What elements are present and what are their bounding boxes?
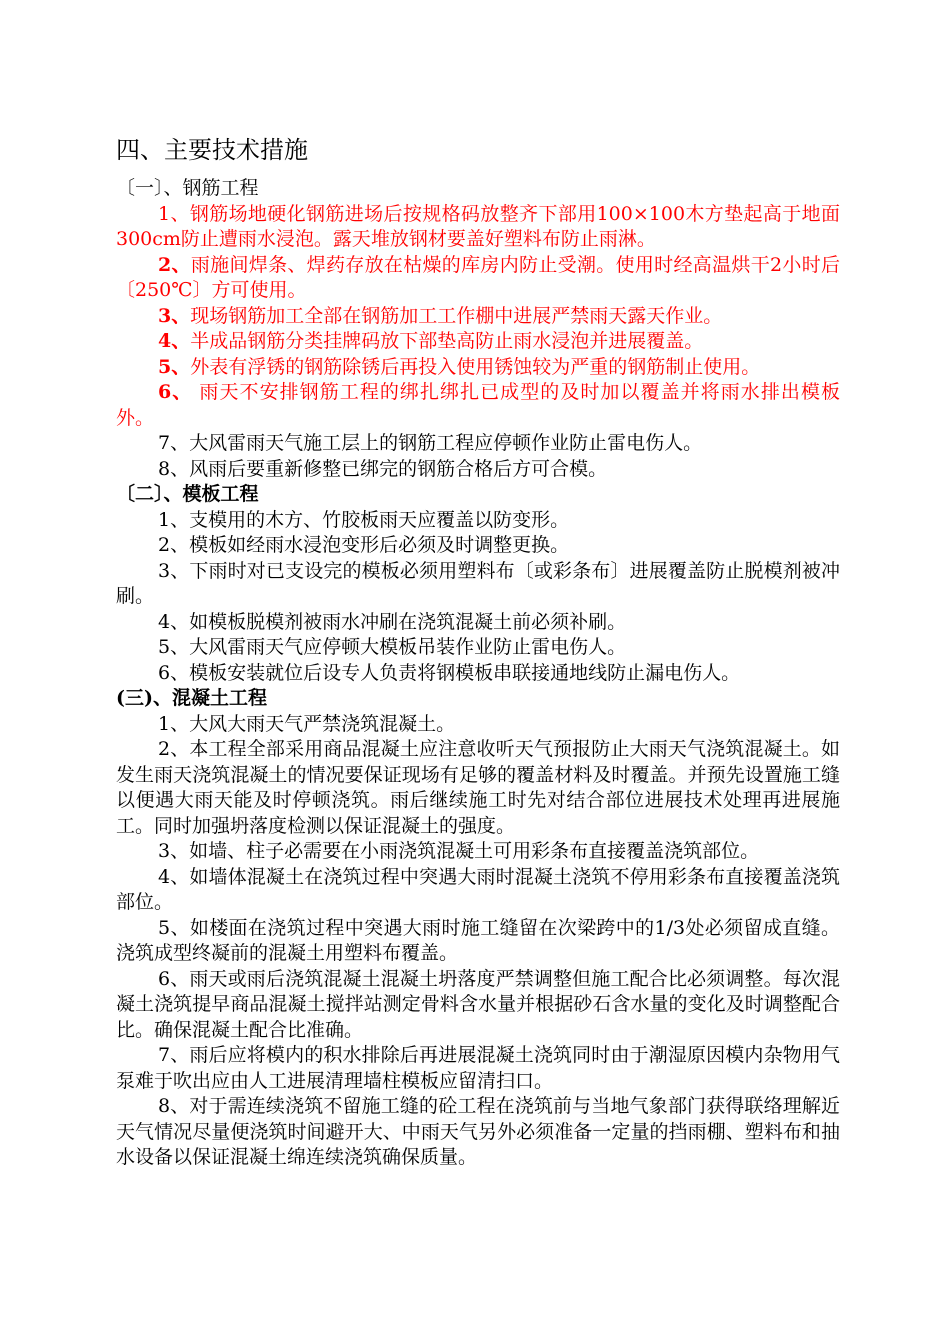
item-text: 大风大雨天气严禁浇筑混凝土。 (189, 712, 456, 735)
item-number: 4、 (158, 865, 190, 888)
item-text: 雨天或雨后浇筑混凝土混凝土坍落度严禁调整但施工配合比必须调整。每次混凝土浇筑提早商品混凝土搅拌站测定骨料含水量并根据砂石含水量的变化及时调整配合比。确保混凝土配合比准确。 (116, 967, 840, 1041)
item-text: 支模用的木方、竹胶板雨天应覆盖以防变形。 (189, 508, 570, 531)
item-number: 4、 (158, 330, 191, 352)
item-text: 本工程全部采用商品混凝土应注意收听天气预报防止大雨天气浇筑混凝土。如发生雨天浇筑混凝土的情况要保证现场有足够的覆盖材料及时覆盖。并预先设置施工缝以便遇大雨天能及时停顿浇筑。雨后继续施工时先对结合部位进展技术处理再进展施工。同时加强坍落度检测以保证混凝土的强度。 (116, 738, 840, 837)
item-text: 模板如经雨水浸泡变形后必须及时调整更换。 (189, 534, 570, 556)
concrete-item-1 (116, 712, 840, 738)
item-text: 如墙、柱子必需要在小雨浇筑混凝土可用彩条布直接覆盖浇筑部位。 (189, 840, 760, 862)
document-page (116, 132, 840, 1171)
item-number: 1、 (158, 202, 190, 225)
rebar-item-4 (116, 329, 840, 355)
section-heading-rebar: 〔一〕、钢筋工程 (116, 177, 259, 199)
item-text: 雨天不安排钢筋工程的绑扎绑扎已成型的及时加以覆盖并将雨水排出模板外。 (116, 381, 840, 429)
formwork-item-4 (116, 610, 840, 636)
item-number: 6、 (158, 381, 193, 403)
item-number: 2、 (158, 253, 191, 276)
item-text: 如楼面在浇筑过程中突遇大雨时施工缝留在次梁跨中的1/3处必须留成直缝。浇筑成型终凝前的混凝土用塑料布覆盖。 (116, 916, 840, 964)
item-text: 大风雷雨天气施工层上的钢筋工程应停顿作业防止雷电伤人。 (189, 432, 703, 454)
item-text: 雨后应将模内的积水排除后再进展混凝土浇筑同时由于潮湿原因模内杂物用气泵难于吹出应由人工进展清理墙柱模板应留清扫口。 (116, 1044, 840, 1092)
rebar-item-6 (116, 380, 840, 431)
section-heading-formwork: 〔二〕、模板工程 (116, 483, 259, 505)
rebar-item-5 (116, 355, 840, 381)
item-text: 如墙体混凝土在浇筑过程中突遇大雨时混凝土浇筑不停用彩条布直接覆盖浇筑部位。 (116, 865, 840, 913)
concrete-item-8 (116, 1094, 840, 1171)
item-text: 钢筋场地硬化钢筋进场后按规格码放整齐下部用100×100木方垫起高于地面300cm防止遭雨水浸泡。露天堆放钢材要盖好塑料布防止雨淋。 (116, 202, 840, 250)
item-number: 3、 (158, 559, 190, 582)
item-text: 现场钢筋加工全部在钢筋加工工作棚中进展严禁雨天露天作业。 (190, 304, 723, 327)
item-number: 3、 (158, 304, 191, 327)
item-number: 1、 (158, 508, 190, 531)
item-number: 1、 (158, 712, 190, 735)
item-text: 如模板脱模剂被雨水冲刷在浇筑混凝土前必须补刷。 (189, 610, 627, 633)
item-text: 下雨时对已支设完的模板必须用塑料布〔或彩条布〕进展覆盖防止脱模剂被冲刷。 (116, 559, 840, 607)
section-heading-concrete: (三)、混凝土工程 (116, 687, 267, 709)
concrete-item-7 (116, 1043, 840, 1094)
item-number: 6、 (158, 967, 190, 990)
formwork-item-1 (116, 508, 840, 534)
item-number: 7、 (158, 1044, 190, 1066)
concrete-item-6 (116, 967, 840, 1044)
item-text: 大风雷雨天气应停顿大模板吊装作业防止雷电伤人。 (189, 636, 627, 658)
item-number: 7、 (158, 432, 190, 454)
item-number: 5、 (158, 355, 191, 378)
item-text: 雨施间焊条、焊药存放在枯燥的库房内防止受潮。使用时经高温烘干2小时后〔250℃〕方可使用。 (116, 253, 840, 301)
rebar-item-8 (116, 457, 840, 483)
item-text: 模板安装就位后设专人负责将钢模板串联接通地线防止漏电伤人。 (189, 661, 741, 684)
concrete-item-4 (116, 865, 840, 916)
rebar-item-2 (116, 253, 840, 304)
item-number: 8、 (158, 457, 190, 480)
item-number: 6、 (158, 661, 190, 684)
formwork-item-6 (116, 661, 840, 687)
formwork-item-3 (116, 559, 840, 610)
document-title: 四、主要技术措施 (116, 136, 308, 164)
item-number: 5、 (158, 916, 190, 939)
concrete-item-5 (116, 916, 840, 967)
rebar-item-1 (116, 202, 840, 253)
item-text: 半成品钢筋分类挂牌码放下部垫高防止雨水浸泡并进展覆盖。 (190, 330, 704, 352)
item-text: 风雨后要重新修整已绑完的钢筋合格后方可合模。 (189, 457, 608, 480)
item-number: 5、 (158, 636, 190, 658)
formwork-item-2 (116, 533, 840, 559)
item-number: 4、 (158, 610, 190, 633)
item-number: 8、 (158, 1095, 190, 1117)
rebar-item-7 (116, 431, 840, 457)
concrete-item-3 (116, 839, 840, 865)
formwork-item-5 (116, 635, 840, 661)
item-number: 2、 (158, 738, 190, 760)
item-number: 2、 (158, 534, 190, 556)
item-number: 3、 (158, 840, 190, 862)
item-text: 对于需连续浇筑不留施工缝的砼工程在浇筑前与当地气象部门获得联络理解近天气情况尽量便浇筑时间避开大、中雨天气另外必须准备一定量的挡雨棚、塑料布和抽水设备以保证混凝土绵连续浇筑确保质量。 (116, 1095, 840, 1168)
rebar-item-3 (116, 304, 840, 330)
concrete-item-2 (116, 737, 840, 839)
item-text: 外表有浮锈的钢筋除锈后再投入使用锈蚀较为严重的钢筋制止使用。 (190, 355, 761, 378)
